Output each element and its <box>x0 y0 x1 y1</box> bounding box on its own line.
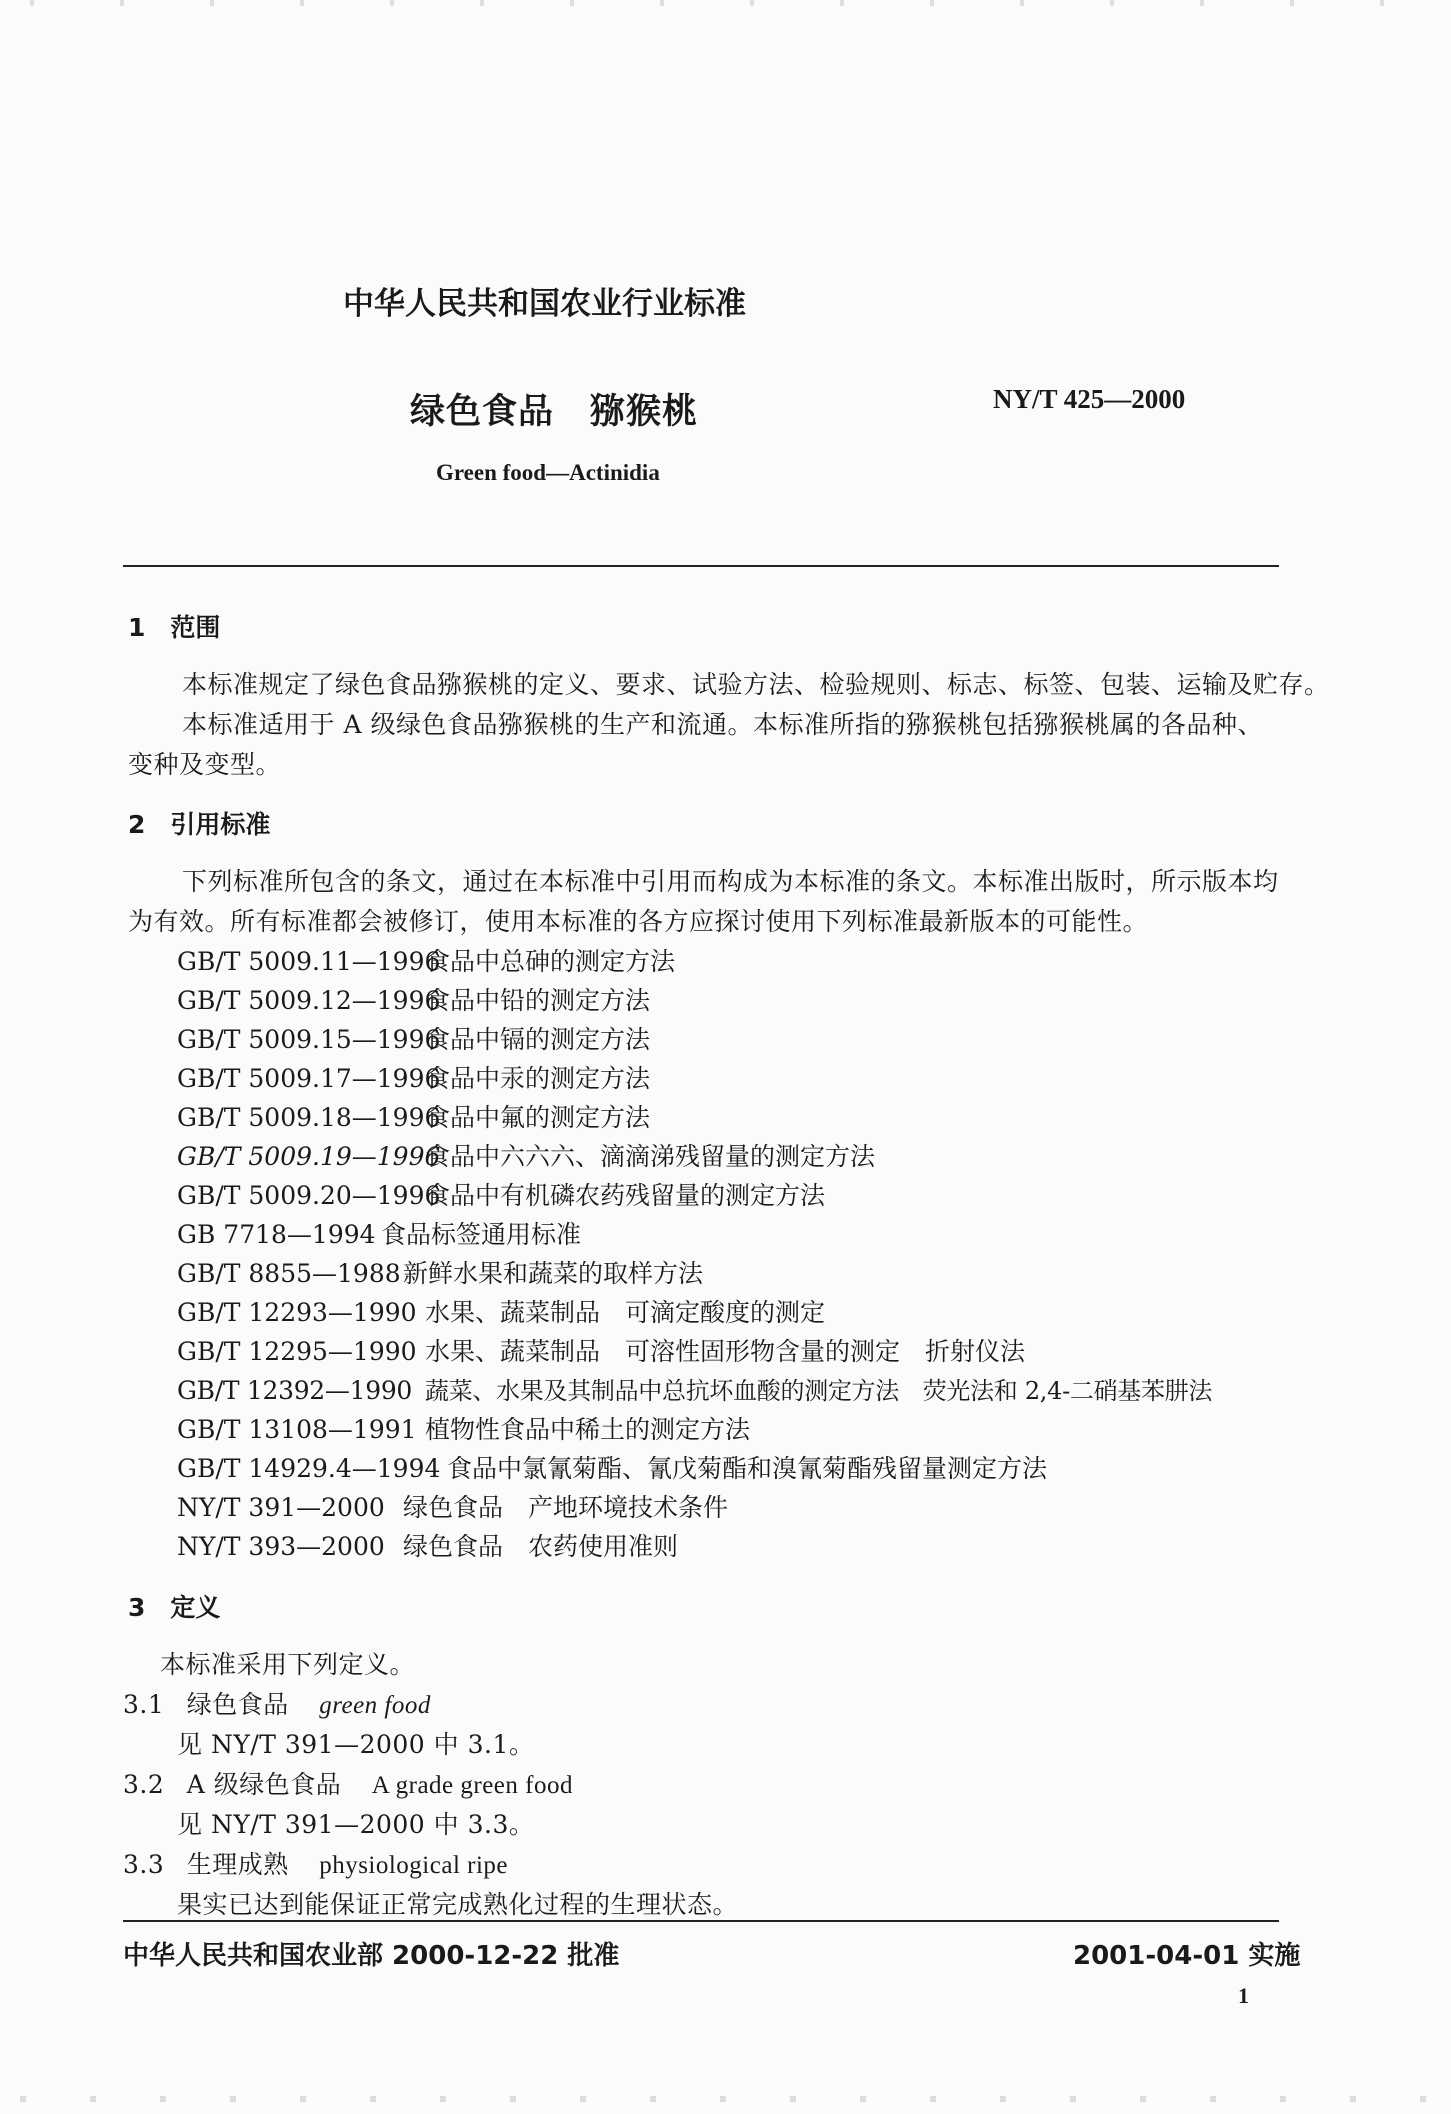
reference-code: GB/T 13108—1991 <box>177 1415 417 1444</box>
reference-item <box>177 1332 1025 1368</box>
definition-number: 3.1 <box>123 1690 165 1719</box>
reference-item <box>177 1449 1047 1485</box>
reference-title: 食品中氯氰菊酯、氰戊菊酯和溴氰菊酯残留量测定方法 <box>447 1454 1048 1483</box>
scan-artifact-top <box>0 0 1451 6</box>
section-3-heading: 3 定义 <box>128 1593 221 1622</box>
reference-code: GB/T 12295—1990 <box>177 1337 417 1366</box>
definition-3-2 <box>123 1765 573 1801</box>
reference-code: GB/T 5009.15—1996 <box>177 1025 441 1054</box>
reference-item <box>177 1488 728 1524</box>
reference-title: 绿色食品 农药使用准则 <box>403 1532 679 1561</box>
definition-term: 绿色食品 <box>186 1690 289 1719</box>
reference-item <box>177 1137 875 1173</box>
page-number: 1 <box>1238 1983 1249 2008</box>
reference-title: 植物性食品中稀土的测定方法 <box>425 1415 751 1444</box>
reference-code: NY/T 393—2000 <box>177 1532 385 1561</box>
doc-code: NY/T 425—2000 <box>993 384 1186 414</box>
definition-3-2-body: 见 NY/T 391—2000 中 3.3。 <box>177 1810 535 1839</box>
reference-title: 水果、蔬菜制品 可滴定酸度的测定 <box>425 1298 826 1327</box>
reference-title: 水果、蔬菜制品 可溶性固形物含量的测定 折射仪法 <box>425 1337 1026 1366</box>
org-title: 中华人民共和国农业行业标准 <box>343 286 746 322</box>
reference-title: 食品中汞的测定方法 <box>425 1064 651 1093</box>
definition-english: physiological ripe <box>319 1852 509 1879</box>
reference-item <box>177 1176 825 1212</box>
reference-title: 食品中总砷的测定方法 <box>425 947 676 976</box>
doc-title: 绿色食品 猕猴桃 <box>410 392 699 432</box>
definition-english: green food <box>319 1692 431 1719</box>
reference-code: NY/T 391—2000 <box>177 1493 385 1522</box>
reference-item <box>177 1059 650 1095</box>
reference-title: 食品标签通用标准 <box>381 1220 582 1249</box>
reference-item <box>177 942 675 978</box>
reference-code: GB/T 14929.4—1994 <box>177 1454 441 1483</box>
reference-code: GB/T 5009.12—1996 <box>177 986 441 1015</box>
reference-code: GB/T 12392—1990 <box>177 1376 413 1405</box>
section-1-paragraph-1: 本标准规定了绿色食品猕猴桃的定义、要求、试验方法、检验规则、标志、标签、包装、运输及贮存。 <box>182 670 1330 699</box>
definition-3-1 <box>123 1685 431 1721</box>
scan-artifact-bottom <box>0 2096 1451 2102</box>
section-1-paragraph-2-line-2: 变种及变型。 <box>128 750 282 779</box>
section-3-intro: 本标准采用下列定义。 <box>160 1650 416 1679</box>
definition-english: A grade green food <box>371 1772 573 1799</box>
reference-title: 绿色食品 产地环境技术条件 <box>403 1493 729 1522</box>
reference-item <box>177 1254 703 1290</box>
reference-title: 新鲜水果和蔬菜的取样方法 <box>403 1259 704 1288</box>
reference-code: GB/T 5009.18—1996 <box>177 1103 441 1132</box>
reference-item <box>177 1527 678 1563</box>
reference-title: 食品中有机磷农药残留量的测定方法 <box>425 1181 826 1210</box>
definition-term: A 级绿色食品 <box>186 1770 342 1799</box>
reference-title: 食品中氟的测定方法 <box>425 1103 651 1132</box>
reference-title: 食品中铅的测定方法 <box>425 986 651 1015</box>
definition-3-1-body: 见 NY/T 391—2000 中 3.1。 <box>177 1730 535 1759</box>
reference-code: GB/T 5009.17—1996 <box>177 1064 441 1093</box>
reference-code: GB/T 8855—1988 <box>177 1259 401 1288</box>
definition-number: 3.2 <box>123 1770 165 1799</box>
reference-title: 蔬菜、水果及其制品中总抗坏血酸的测定方法 荧光法和 2,4-二硝基苯肼法 <box>425 1377 1213 1405</box>
definition-term: 生理成熟 <box>186 1850 289 1879</box>
approval-line: 中华人民共和国农业部 2000-12-22 批准 <box>123 1941 620 1971</box>
reference-item <box>177 1098 650 1134</box>
effective-date: 2001-04-01 实施 <box>1073 1941 1301 1971</box>
section-2-intro-line-1: 下列标准所包含的条文，通过在本标准中引用而构成为本标准的条文。本标准出版时，所示版本均 <box>182 867 1279 896</box>
reference-title: 食品中镉的测定方法 <box>425 1025 651 1054</box>
reference-item <box>177 981 650 1017</box>
english-title: Green food—Actinidia <box>436 460 660 485</box>
reference-code: GB/T 12293—1990 <box>177 1298 417 1327</box>
reference-code: GB/T 5009.11—1996 <box>177 947 441 976</box>
section-1-heading: 1 范围 <box>128 613 221 642</box>
reference-item <box>177 1215 581 1251</box>
header-rule <box>123 565 1279 567</box>
definition-3-3 <box>123 1845 508 1881</box>
section-2-heading: 2 引用标准 <box>128 810 271 839</box>
section-1-paragraph-2-line-1: 本标准适用于 A 级绿色食品猕猴桃的生产和流通。本标准所指的猕猴桃包括猕猴桃属的各品种、 <box>182 710 1263 739</box>
reference-item <box>177 1410 750 1446</box>
reference-code: GB/T 5009.20—1996 <box>177 1181 441 1210</box>
reference-code: GB/T 5009.19—1996 <box>177 1142 441 1171</box>
definition-3-3-body: 果实已达到能保证正常完成熟化过程的生理状态。 <box>177 1890 739 1919</box>
reference-item <box>177 1293 825 1329</box>
reference-item <box>177 1020 650 1056</box>
definition-number: 3.3 <box>123 1850 165 1879</box>
reference-item <box>177 1371 1212 1406</box>
section-2-intro-line-2: 为有效。所有标准都会被修订，使用本标准的各方应探讨使用下列标准最新版本的可能性。 <box>128 907 1149 936</box>
reference-code: GB 7718—1994 <box>177 1220 376 1249</box>
reference-title: 食品中六六六、滴滴涕残留量的测定方法 <box>425 1142 876 1171</box>
footer-rule <box>123 1920 1279 1922</box>
